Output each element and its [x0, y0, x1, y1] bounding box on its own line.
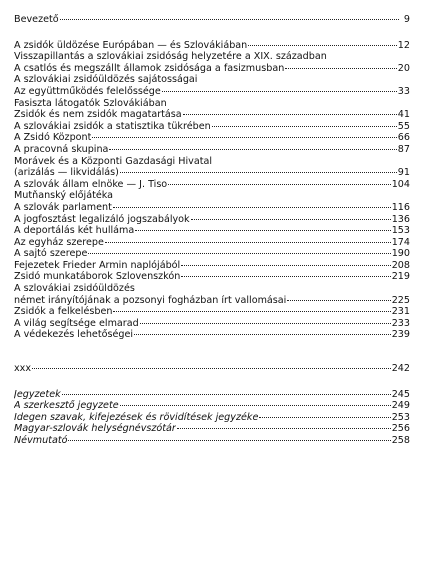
toc-entry: [14, 132, 410, 144]
toc-entry: [14, 225, 410, 237]
toc-entry: [14, 40, 410, 52]
toc-entry: [14, 248, 410, 260]
toc-entry: [14, 14, 410, 26]
toc-entry-title: A csatlós és megszállt államok zsidósága a fasizmusban: [14, 62, 285, 74]
section-gap: [14, 341, 410, 363]
toc-entry: [14, 86, 410, 98]
toc-entry: [14, 271, 410, 283]
toc-entry: [14, 51, 410, 63]
toc-entry-page: 91: [397, 167, 410, 179]
toc-entry-page: 208: [391, 259, 410, 271]
toc-entry: [14, 412, 410, 424]
dot-leader: [32, 368, 391, 369]
dot-leader: [162, 91, 397, 92]
toc-entry-title: A deportálás két hulláma: [14, 225, 135, 237]
toc-entry: [14, 329, 410, 341]
toc-entry-page: 116: [391, 201, 410, 213]
section-gap: [14, 26, 410, 40]
toc-entry: [14, 121, 410, 133]
toc-entry-page: 231: [391, 306, 410, 318]
toc-entry-title: Fejezetek Frieder Ármin naplójából: [14, 259, 181, 271]
toc-entry-page: 20: [397, 62, 410, 74]
dot-leader: [183, 114, 397, 115]
dot-leader: [191, 219, 391, 220]
dot-leader: [212, 126, 397, 127]
toc-entry-title: Bevezető: [14, 14, 59, 25]
toc-entry-title: Az együttműködés felelőssége: [14, 85, 161, 97]
toc-entry-title: A jogfosztást legalizáló jogszabályok: [14, 213, 190, 225]
toc-entry: [14, 179, 410, 191]
toc-entry-page: 174: [391, 236, 410, 248]
toc-entry-title: Névmutató: [14, 435, 68, 446]
toc-entry-title: Fasiszta látogatók Szlovákiában: [14, 97, 167, 109]
toc-entry-title: A szlovákiai zsidóüldözés sajátosságai: [14, 74, 198, 86]
toc-entry: [14, 237, 410, 249]
toc-entry-page: 256: [391, 423, 410, 435]
toc-entry-title: A világ segítsége elmarad: [14, 317, 139, 329]
toc-entry-title: Zsidók és nem zsidók magatartása: [14, 109, 182, 121]
toc-entry-title: A szlovák állam elnöke — J. Tiso: [14, 178, 168, 190]
toc-entry: [14, 306, 410, 318]
dot-leader: [62, 394, 391, 395]
toc-entry: [14, 389, 410, 401]
toc-entry-page: 12: [397, 39, 410, 51]
toc-entry: [14, 109, 410, 121]
section-gap: [14, 375, 410, 389]
toc-entry-title: A zsidók üldözése Európában — és Szlovákiában: [14, 39, 248, 51]
toc-entry-title: Zsidók a felkelésben: [14, 306, 113, 318]
toc-entry-title: A pracovná skupina: [14, 143, 109, 155]
toc-entry: [14, 190, 410, 202]
toc-entry: [14, 260, 410, 272]
toc-entry-page: 258: [391, 435, 410, 446]
toc-entry-page: 33: [397, 85, 410, 97]
toc-entry-page: 242: [391, 363, 410, 375]
toc-entry: [14, 318, 410, 330]
dot-leader: [88, 253, 390, 254]
toc-entry-title: xxx: [14, 363, 32, 375]
table-of-contents: [14, 14, 410, 447]
toc-entry-title: Az egyház szerepe: [14, 236, 104, 248]
toc-entry: [14, 202, 410, 214]
dot-leader: [120, 172, 397, 173]
toc-entry-page: 153: [391, 225, 410, 237]
toc-entry-page: 41: [397, 109, 410, 121]
toc-entry-title: A sajtó szerepe: [14, 248, 88, 260]
toc-entry-title: Visszapillantás a szlovákiai zsidóság helyzetére a XIX. században: [14, 51, 327, 63]
dot-leader: [68, 440, 390, 441]
toc-entry: [14, 283, 410, 295]
dot-leader: [287, 300, 390, 301]
toc-entry-title: Morávek és a Központi Gazdasági Hivatal: [14, 155, 213, 167]
toc-entry-page: 9: [403, 14, 410, 25]
toc-entry: [14, 98, 410, 110]
toc-entry-page: 104: [391, 178, 410, 190]
toc-entry-page: 219: [391, 271, 410, 283]
toc-entry-title: Zsidó munkatáborok Szlovenszkón: [14, 271, 181, 283]
dot-leader: [181, 265, 390, 266]
toc-entry: [14, 144, 410, 156]
toc-entry-page: 66: [397, 132, 410, 144]
toc-entry-title: A védekezés lehetőségei: [14, 329, 134, 341]
dot-leader: [140, 323, 391, 324]
dot-leader: [168, 184, 391, 185]
toc-entry-title: Mutňanský előjátéka: [14, 190, 114, 202]
toc-entry: [14, 363, 410, 375]
dot-leader: [177, 428, 391, 429]
toc-entry: [14, 295, 410, 307]
toc-entry: [14, 74, 410, 86]
toc-entry: [14, 156, 410, 168]
dot-leader: [109, 149, 396, 150]
toc-entry-title: Jegyzetek: [14, 388, 61, 400]
toc-entry-title: Idegen szavak, kifejezések és rövidítések jegyzéke: [14, 411, 259, 423]
toc-entry-title: Magyar-szlovák helységnévszótár: [14, 423, 176, 435]
toc-entry: [14, 63, 410, 75]
dot-leader: [105, 242, 391, 243]
toc-entry-page: 136: [391, 213, 410, 225]
dot-leader: [181, 276, 390, 277]
toc-entry-page: 249: [391, 400, 410, 412]
dot-leader: [285, 68, 397, 69]
toc-entry: [14, 167, 410, 179]
toc-entry: [14, 423, 410, 435]
toc-entry-page: 253: [391, 411, 410, 423]
toc-entry: [14, 400, 410, 412]
toc-entry-page: 245: [391, 388, 410, 400]
dot-leader: [134, 334, 391, 335]
toc-entry-page: 55: [397, 120, 410, 132]
dot-leader: [135, 230, 390, 231]
toc-entry-page: 87: [397, 143, 410, 155]
dot-leader: [113, 311, 390, 312]
toc-entry-title: A szlovákiai zsidóüldözés: [14, 283, 135, 295]
toc-entry: [14, 435, 410, 447]
toc-entry-page: 233: [391, 317, 410, 329]
dot-leader: [259, 417, 390, 418]
toc-entry-title: A szerkesztő jegyzete: [14, 400, 119, 412]
toc-entry-page: 190: [391, 248, 410, 260]
dot-leader: [92, 137, 396, 138]
toc-entry-title: (arizálás — likvidálás): [14, 167, 119, 179]
toc-entry-title: német irányítójának a pozsonyi fogházban írt vallomásai: [14, 294, 287, 306]
toc-entry-title: A szlovákiai zsidók a statisztika tükrében: [14, 120, 211, 132]
dot-leader: [120, 405, 391, 406]
toc-entry-title: A szlovák parlament: [14, 201, 112, 213]
dot-leader: [60, 19, 399, 20]
toc-entry-title: A Zsidó Központ: [14, 132, 92, 144]
toc-entry-page: 239: [391, 329, 410, 341]
toc-entry-page: 225: [391, 294, 410, 306]
dot-leader: [113, 207, 391, 208]
toc-entry: [14, 214, 410, 226]
dot-leader: [248, 45, 397, 46]
